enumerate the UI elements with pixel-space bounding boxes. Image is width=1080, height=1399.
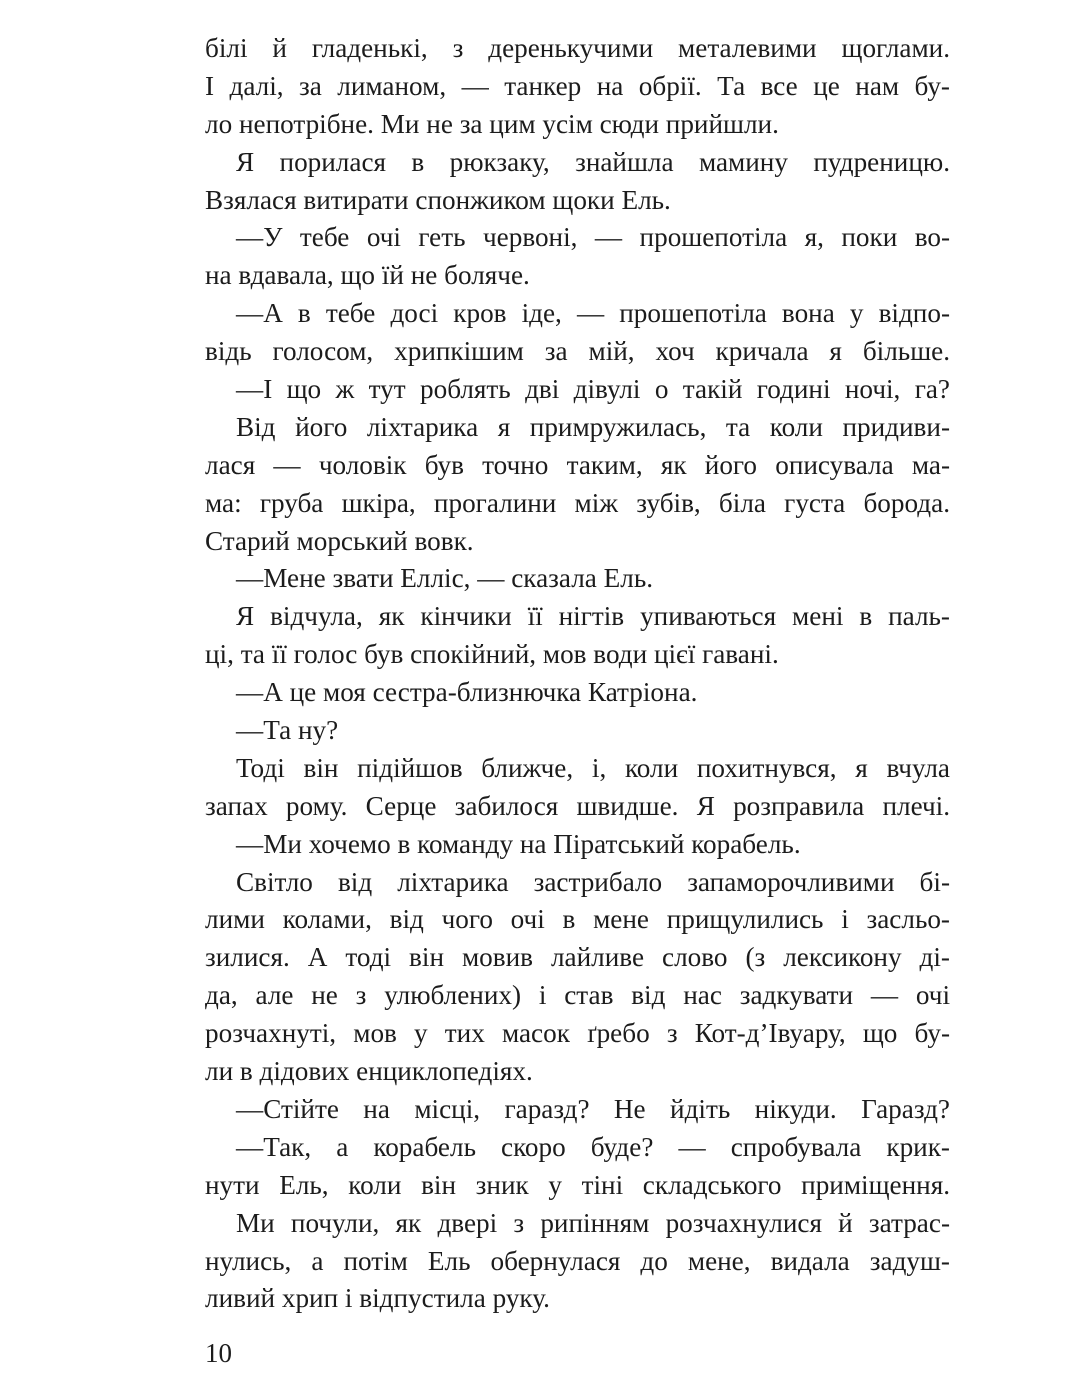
text-line: —Так, а корабель скоро буде? — спробувала крик-: [236, 1131, 950, 1162]
text-line: Тоді він підійшов ближче, і, коли похитнувся, я вчула: [236, 752, 950, 783]
text-line: І далі, за лиманом, — танкер на обрії. Та все це нам бу-: [205, 70, 950, 101]
text-line: —Мене звати Елліс, — сказала Ель.: [236, 563, 654, 594]
text-line: ло непотрібне. Ми не за цим усім сюди прийшли.: [205, 108, 779, 139]
text-line: —Та ну?: [236, 715, 339, 746]
text-line: нулись, а потім Ель обернулася до мене, видала задуш-: [205, 1245, 950, 1276]
text-line: —Ми хочемо в команду на Піратський корабель.: [236, 828, 801, 859]
text-line: ли в дідових енциклопедіях.: [205, 1056, 533, 1087]
text-line: розчахнуті, мов у тих масок ґребо з Кот-д’Івуару, що бу-: [205, 1018, 950, 1049]
text-line: —А в тебе досі кров іде, — прошепотіла вона у відпо-: [236, 298, 950, 329]
text-line: —Стійте на місці, гаразд? Не йдіть нікуди. Гаразд?: [236, 1093, 950, 1124]
text-line: на вдавала, що їй не боляче.: [205, 260, 530, 291]
body-text: [205, 30, 950, 1318]
text-line: лася — чоловік був точно таким, як його описувала ма-: [205, 449, 950, 480]
text-line: —У тебе очі геть червоні, — прошепотіла я, поки во-: [236, 222, 950, 253]
page-number: 10: [205, 1338, 232, 1368]
text-line: зилися. А тоді він мовив лайливе слово (з лексикону ді-: [205, 942, 950, 973]
text-line: нути Ель, коли він зник у тіні складського приміщення.: [205, 1169, 950, 1200]
text-line: лими колами, від чого очі в мене прищулились і засльо-: [205, 904, 950, 935]
text-line: да, але не з улюблених) і став від нас задкувати — очі: [205, 980, 950, 1011]
text-line: запах рому. Серце забилося швидше. Я розправила плечі.: [205, 790, 950, 821]
text-line: ці, та її голос був спокійний, мов води цієї гавані.: [205, 639, 779, 670]
text-line: білі й гладенькі, з деренькучими металевими щоглами.: [205, 33, 950, 63]
text-line: —А це моя сестра-близнючка Катріона.: [236, 677, 698, 708]
text-line: Ми почули, як двері з рипінням розчахнулися й затрас-: [236, 1207, 950, 1238]
text-line: Від його ліхтарика я примружилась, та коли придиви-: [236, 411, 950, 442]
text-line: Я відчула, як кінчики її нігтів упиваються мені в паль-: [236, 601, 950, 632]
text-line: Я порилася в рюкзаку, знайшла мамину пудреницю.: [236, 146, 950, 177]
text-line: —І що ж тут роблять дві дівулі о такій годині ночі, га?: [236, 374, 950, 405]
text-line: Старий морський вовк.: [205, 525, 474, 556]
text-line: Світло від ліхтарика застрибало запаморочливими бі-: [236, 866, 950, 897]
text-line: Взялася витирати спонжиком щоки Ель.: [205, 184, 671, 215]
text-line: ливий хрип і відпустила руку.: [205, 1283, 550, 1314]
text-line: відь голосом, хрипкішим за мій, хоч кричала я більше.: [205, 336, 950, 367]
text-line: ма: груба шкіра, прогалини між зубів, біла густа борода.: [205, 487, 950, 518]
